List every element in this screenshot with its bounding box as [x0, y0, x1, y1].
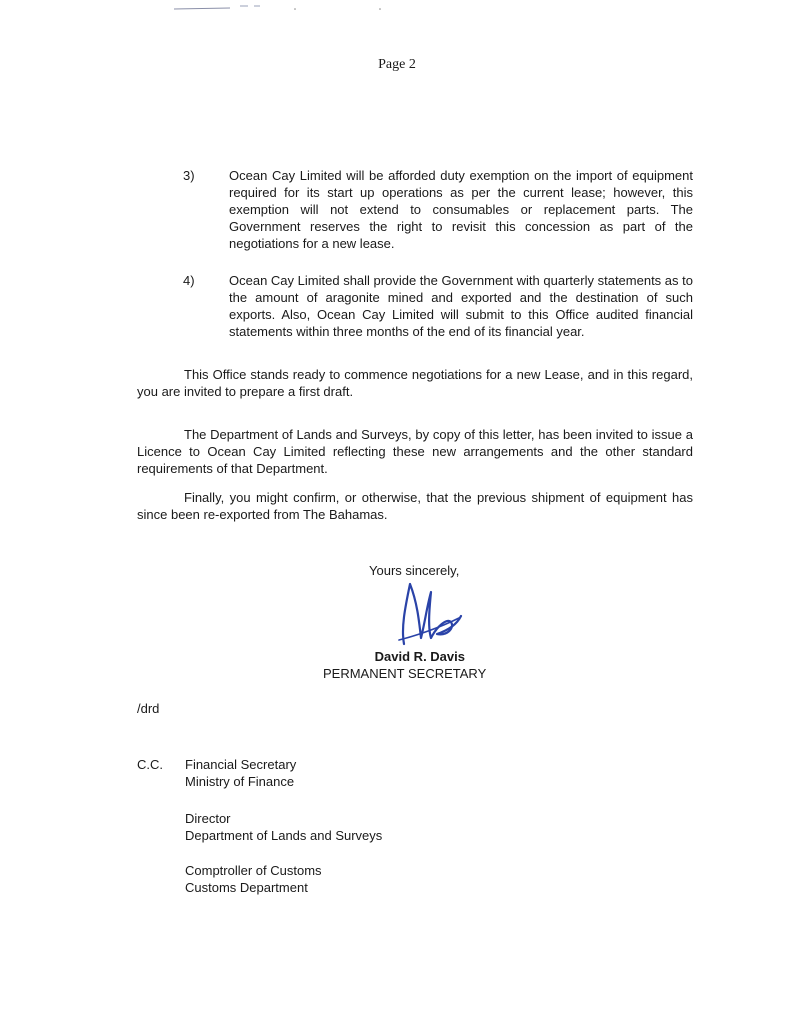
item-number: 4)	[183, 273, 195, 288]
item-number: 3)	[183, 168, 195, 183]
cc-recipient-title: Comptroller of Customs	[185, 863, 322, 878]
paragraph: The Department of Lands and Surveys, by copy of this letter, has been invited to issue a Licence to Ocean Cay Limited reflecting these new arrangements and the other standard requirements of that Department.	[137, 427, 693, 476]
list-item-text: Ocean Cay Limited shall provide the Government with quarterly statements as to the amount of aragonite mined and exported and the destination of such exports. Also, Ocean Cay Limited will submit to this Office audited financial statements within three months of the end of its financial year.	[229, 273, 693, 339]
cc-recipient-office: Department of Lands and Surveys	[185, 828, 383, 843]
signer-title: PERMANENT SECRETARY	[323, 666, 487, 681]
cc-recipient-title: Director	[185, 811, 231, 826]
paragraph: Finally, you might confirm, or otherwise, that the previous shipment of equipment has since been re-exported from The Bahamas.	[137, 490, 693, 522]
scan-marks	[170, 0, 400, 16]
handwritten-signature	[395, 578, 465, 650]
paragraph: This Office stands ready to commence negotiations for a new Lease, and in this regard, you are invited to prepare a first draft.	[137, 367, 693, 399]
reference-initials: /drd	[137, 701, 160, 716]
cc-recipient	[185, 810, 382, 844]
cc-recipient-office: Customs Department	[185, 880, 308, 895]
cc-recipient	[185, 862, 322, 896]
cc-recipient-title: Financial Secretary	[185, 757, 297, 772]
signer-name: David R. Davis	[374, 649, 465, 664]
closing-salutation: Yours sincerely,	[369, 563, 460, 578]
list-item-text: Ocean Cay Limited will be afforded duty exemption on the import of equipment required for its start up operations as per the current lease; however, this exemption will not extend to consumables or replacement parts. The Government reserves the right to revisit this concession as part of the negotiations for a new lease.	[229, 168, 693, 251]
cc-recipient	[185, 756, 296, 790]
page-number: Page 2	[378, 57, 416, 72]
cc-recipient-office: Ministry of Finance	[185, 774, 295, 789]
cc-label: C.C.	[137, 757, 163, 772]
